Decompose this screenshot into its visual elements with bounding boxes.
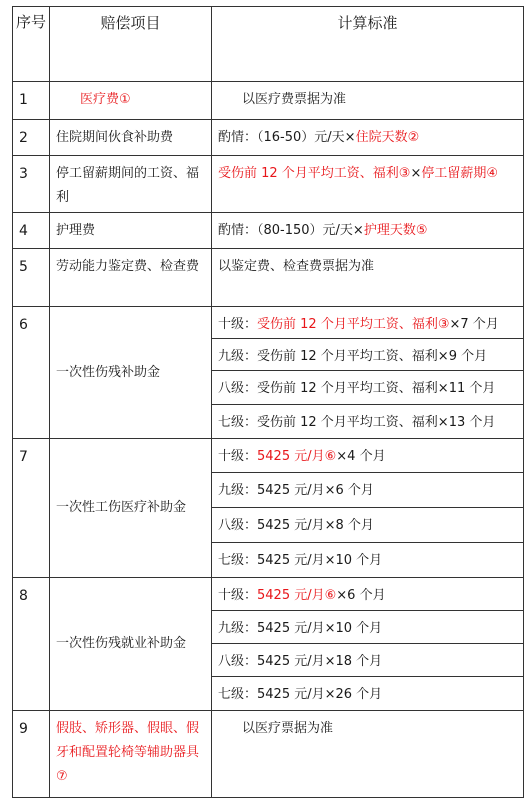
- item-name: 住院期间伙食补助费: [50, 120, 212, 156]
- item-name: 医疗费①: [50, 82, 212, 120]
- criterion: [212, 120, 524, 156]
- row-number: 9: [13, 711, 50, 798]
- table-row: [13, 213, 524, 249]
- criterion: 以医疗票据为准: [212, 711, 524, 798]
- table-row: [13, 82, 524, 120]
- header-compensation-item: 赔偿项目: [50, 7, 212, 82]
- table-row: [13, 156, 524, 213]
- criterion-text: ×6 个月: [336, 588, 386, 603]
- item-name: 停工留薪期间的工资、福利: [50, 156, 212, 213]
- item-name: 一次性伤残补助金: [50, 307, 212, 439]
- criterion-level-10: [212, 578, 524, 611]
- criterion: [212, 213, 524, 249]
- criterion-level-7: 七级：5425 元/月×10 个月: [212, 543, 524, 578]
- criterion-level-8: 八级：5425 元/月×18 个月: [212, 644, 524, 677]
- row-number: 7: [13, 439, 50, 578]
- item-name: 一次性伤残就业补助金: [50, 578, 212, 711]
- row-number: 8: [13, 578, 50, 711]
- item-name: 一次性工伤医疗补助金: [50, 439, 212, 578]
- compensation-table: [12, 6, 524, 798]
- criterion: 以医疗费票据为准: [212, 82, 524, 120]
- row-number: 6: [13, 307, 50, 439]
- criterion-text: ×4 个月: [336, 449, 386, 464]
- table-row: [13, 120, 524, 156]
- criterion-level-7: 七级：受伤前 12 个月平均工资、福利×13 个月: [212, 405, 524, 439]
- item-name: 假肢、矫形器、假眼、假牙和配置轮椅等辅助器具⑦: [50, 711, 212, 798]
- criterion-level-9: 九级：5425 元/月×6 个月: [212, 473, 524, 508]
- row-number: 4: [13, 213, 50, 249]
- criterion-highlight: 5425 元/月⑥: [257, 588, 337, 603]
- criterion-level-8: 八级：受伤前 12 个月平均工资、福利×11 个月: [212, 371, 524, 405]
- criterion-highlight: 受伤前 12 个月平均工资、福利③: [218, 166, 411, 181]
- row-number: 1: [13, 82, 50, 120]
- item-name: 护理费: [50, 213, 212, 249]
- criterion-level-9: 九级：5425 元/月×10 个月: [212, 611, 524, 644]
- criterion: 以鉴定费、检查费票据为准: [212, 249, 524, 307]
- item-name: 劳动能力鉴定费、检查费: [50, 249, 212, 307]
- row-number: 5: [13, 249, 50, 307]
- criterion-text: 酌情：（16-50）元/天×: [218, 130, 356, 145]
- criterion-text: 酌情：（80-150）元/天×: [218, 223, 364, 238]
- table-header-row: [13, 7, 524, 82]
- header-serial-number: 序号: [13, 7, 50, 82]
- criterion-text: 十级：: [218, 449, 258, 464]
- criterion-highlight: 受伤前 12 个月平均工资、福利③: [257, 317, 450, 332]
- row-number: 3: [13, 156, 50, 213]
- criterion-level-9: 九级：受伤前 12 个月平均工资、福利×9 个月: [212, 339, 524, 371]
- table-row: [13, 578, 524, 611]
- criterion-text: 十级：: [218, 317, 258, 332]
- criterion-text: ×7 个月: [449, 317, 499, 332]
- criterion-text: 十级：: [218, 588, 258, 603]
- criterion-level-10: [212, 439, 524, 473]
- criterion-level-10: [212, 307, 524, 339]
- table-row: [13, 307, 524, 339]
- criterion-highlight: 住院天数②: [355, 130, 420, 145]
- table-row: [13, 439, 524, 473]
- criterion-highlight: 5425 元/月⑥: [257, 449, 337, 464]
- criterion: [212, 156, 524, 213]
- row-number: 2: [13, 120, 50, 156]
- table-row: [13, 711, 524, 798]
- criterion-level-7: 七级：5425 元/月×26 个月: [212, 677, 524, 711]
- criterion-level-8: 八级：5425 元/月×8 个月: [212, 508, 524, 543]
- criterion-highlight: 停工留薪期④: [421, 166, 499, 181]
- criterion-text: ×: [410, 166, 422, 181]
- table-row: [13, 249, 524, 307]
- header-calculation-standard: 计算标准: [212, 7, 524, 82]
- criterion-highlight: 护理天数⑤: [363, 223, 428, 238]
